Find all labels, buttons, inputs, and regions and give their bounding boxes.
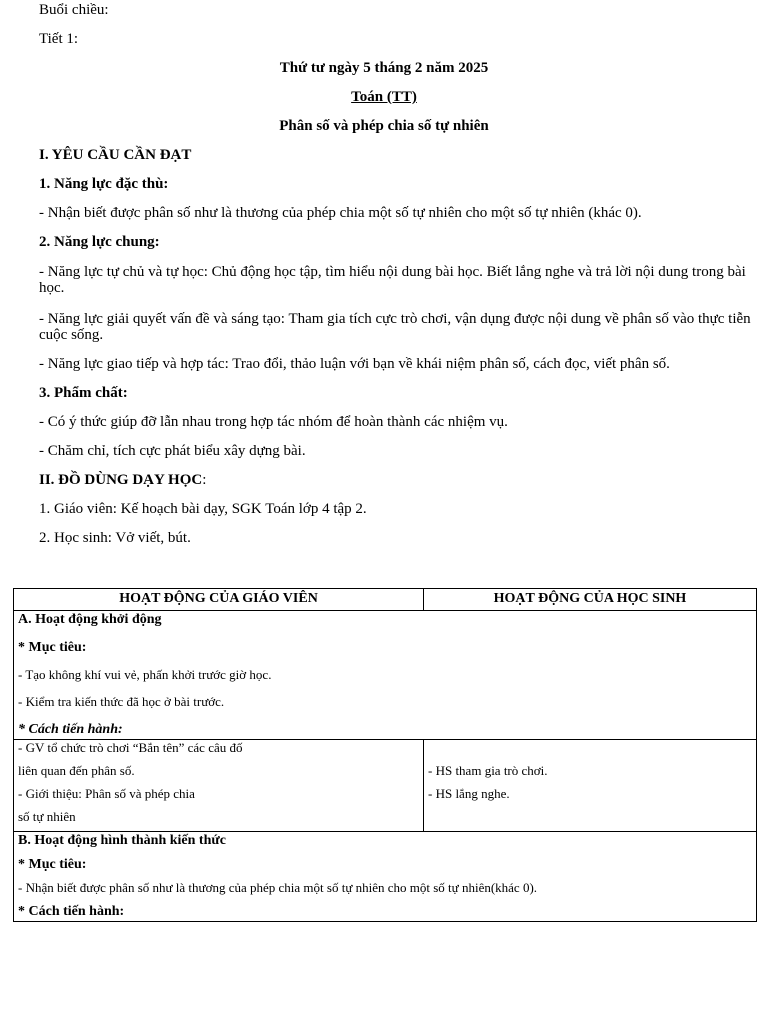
section1-sub3-item: - Có ý thức giúp đỡ lẫn nhau trong hợp tác nhóm để hoàn thành các nhiệm vụ.: [39, 414, 508, 430]
part-a-intro-row: [14, 611, 757, 740]
teacher-activity-line: liên quan đến phân số.: [18, 763, 135, 778]
part-a-teacher-cell: [14, 740, 424, 832]
section1-sub3: 3. Phẩm chất:: [39, 385, 128, 401]
table-header-row: [14, 589, 757, 611]
lesson-title: Phân số và phép chia số tự nhiên: [279, 118, 489, 134]
part-a-goal: - Tạo không khí vui vẻ, phấn khởi trước giờ học.: [18, 667, 272, 682]
part-a-method-label: * Cách tiến hành:: [18, 722, 123, 737]
section1-sub1-item: - Nhận biết được phân số như là thương của phép chia một số tự nhiên cho một số tự nhiên (khác 0).: [39, 205, 642, 221]
section2-item: 1. Giáo viên: Kế hoạch bài dạy, SGK Toán lớp 4 tập 2.: [39, 501, 367, 517]
part-a-goal: - Kiểm tra kiến thức đã học ở bài trước.: [18, 694, 225, 709]
part-a-intro-cell: [14, 611, 757, 740]
section2-heading-colon: :: [202, 472, 207, 488]
teacher-activity-line: số tự nhiên: [18, 809, 76, 824]
date-heading: Thứ tư ngày 5 tháng 2 năm 2025: [279, 60, 489, 76]
part-a-student-cell: [424, 740, 757, 832]
section1-sub3-item: - Chăm chỉ, tích cực phát biểu xây dựng bài.: [39, 443, 306, 459]
section1-sub2-item: - Năng lực giải quyết vấn đề và sáng tạo: Tham gia tích cực trò chơi, vận dụng được nội dung về phân số vào thực tiễn cuộc sống.: [39, 311, 751, 343]
teacher-activity-line: - Giới thiệu: Phân số và phép chia: [18, 786, 195, 801]
student-activity-line: - HS lắng nghe.: [428, 786, 510, 801]
section2-heading: [39, 472, 206, 489]
part-b-goal-label: * Mục tiêu:: [18, 857, 87, 872]
activity-table: [13, 588, 757, 922]
teacher-column-header: HOẠT ĐỘNG CỦA GIÁO VIÊN: [14, 589, 424, 611]
teacher-activity-line: - GV tổ chức trò chơi “Bắn tên” các câu đố: [18, 740, 243, 755]
section2-heading-text: II. ĐỒ DÙNG DẠY HỌC: [39, 472, 203, 488]
section1-heading: I. YÊU CẦU CẦN ĐẠT: [39, 147, 192, 163]
student-activity-line: - HS tham gia trò chơi.: [428, 763, 548, 778]
subject-heading: Toán (TT): [351, 89, 417, 105]
period-label: Tiết 1:: [39, 31, 79, 47]
section1-sub2-item: - Năng lực giao tiếp và hợp tác: Trao đổi, thảo luận với bạn về khái niệm phân số, cách đọc, viết phân số.: [39, 356, 670, 372]
part-b-title: B. Hoạt động hình thành kiến thức: [18, 833, 226, 848]
part-a-activity-row: [14, 740, 757, 832]
session-label: Buổi chiều:: [39, 2, 109, 18]
part-b-row: [14, 832, 757, 922]
section1-sub2: 2. Năng lực chung:: [39, 234, 160, 250]
section1-sub1: 1. Năng lực đặc thù:: [39, 176, 169, 192]
section2-item: 2. Học sinh: Vở viết, bút.: [39, 530, 191, 546]
part-b-method-label: * Cách tiến hành:: [18, 904, 125, 919]
section1-sub2-item: - Năng lực tự chủ và tự học: Chủ động học tập, tìm hiểu nội dung bài học. Biết lắng nghe và trả lời nội dung trong bài học.: [39, 264, 746, 296]
part-b-cell: [14, 832, 757, 922]
part-a-goal-label: * Mục tiêu:: [18, 640, 87, 655]
part-b-goal: - Nhận biết được phân số như là thương của phép chia một số tự nhiên cho một số tự nhiên(khác 0).: [18, 880, 538, 895]
part-a-title: A. Hoạt động khởi động: [18, 612, 162, 627]
student-column-header: HOẠT ĐỘNG CỦA HỌC SINH: [424, 589, 757, 611]
